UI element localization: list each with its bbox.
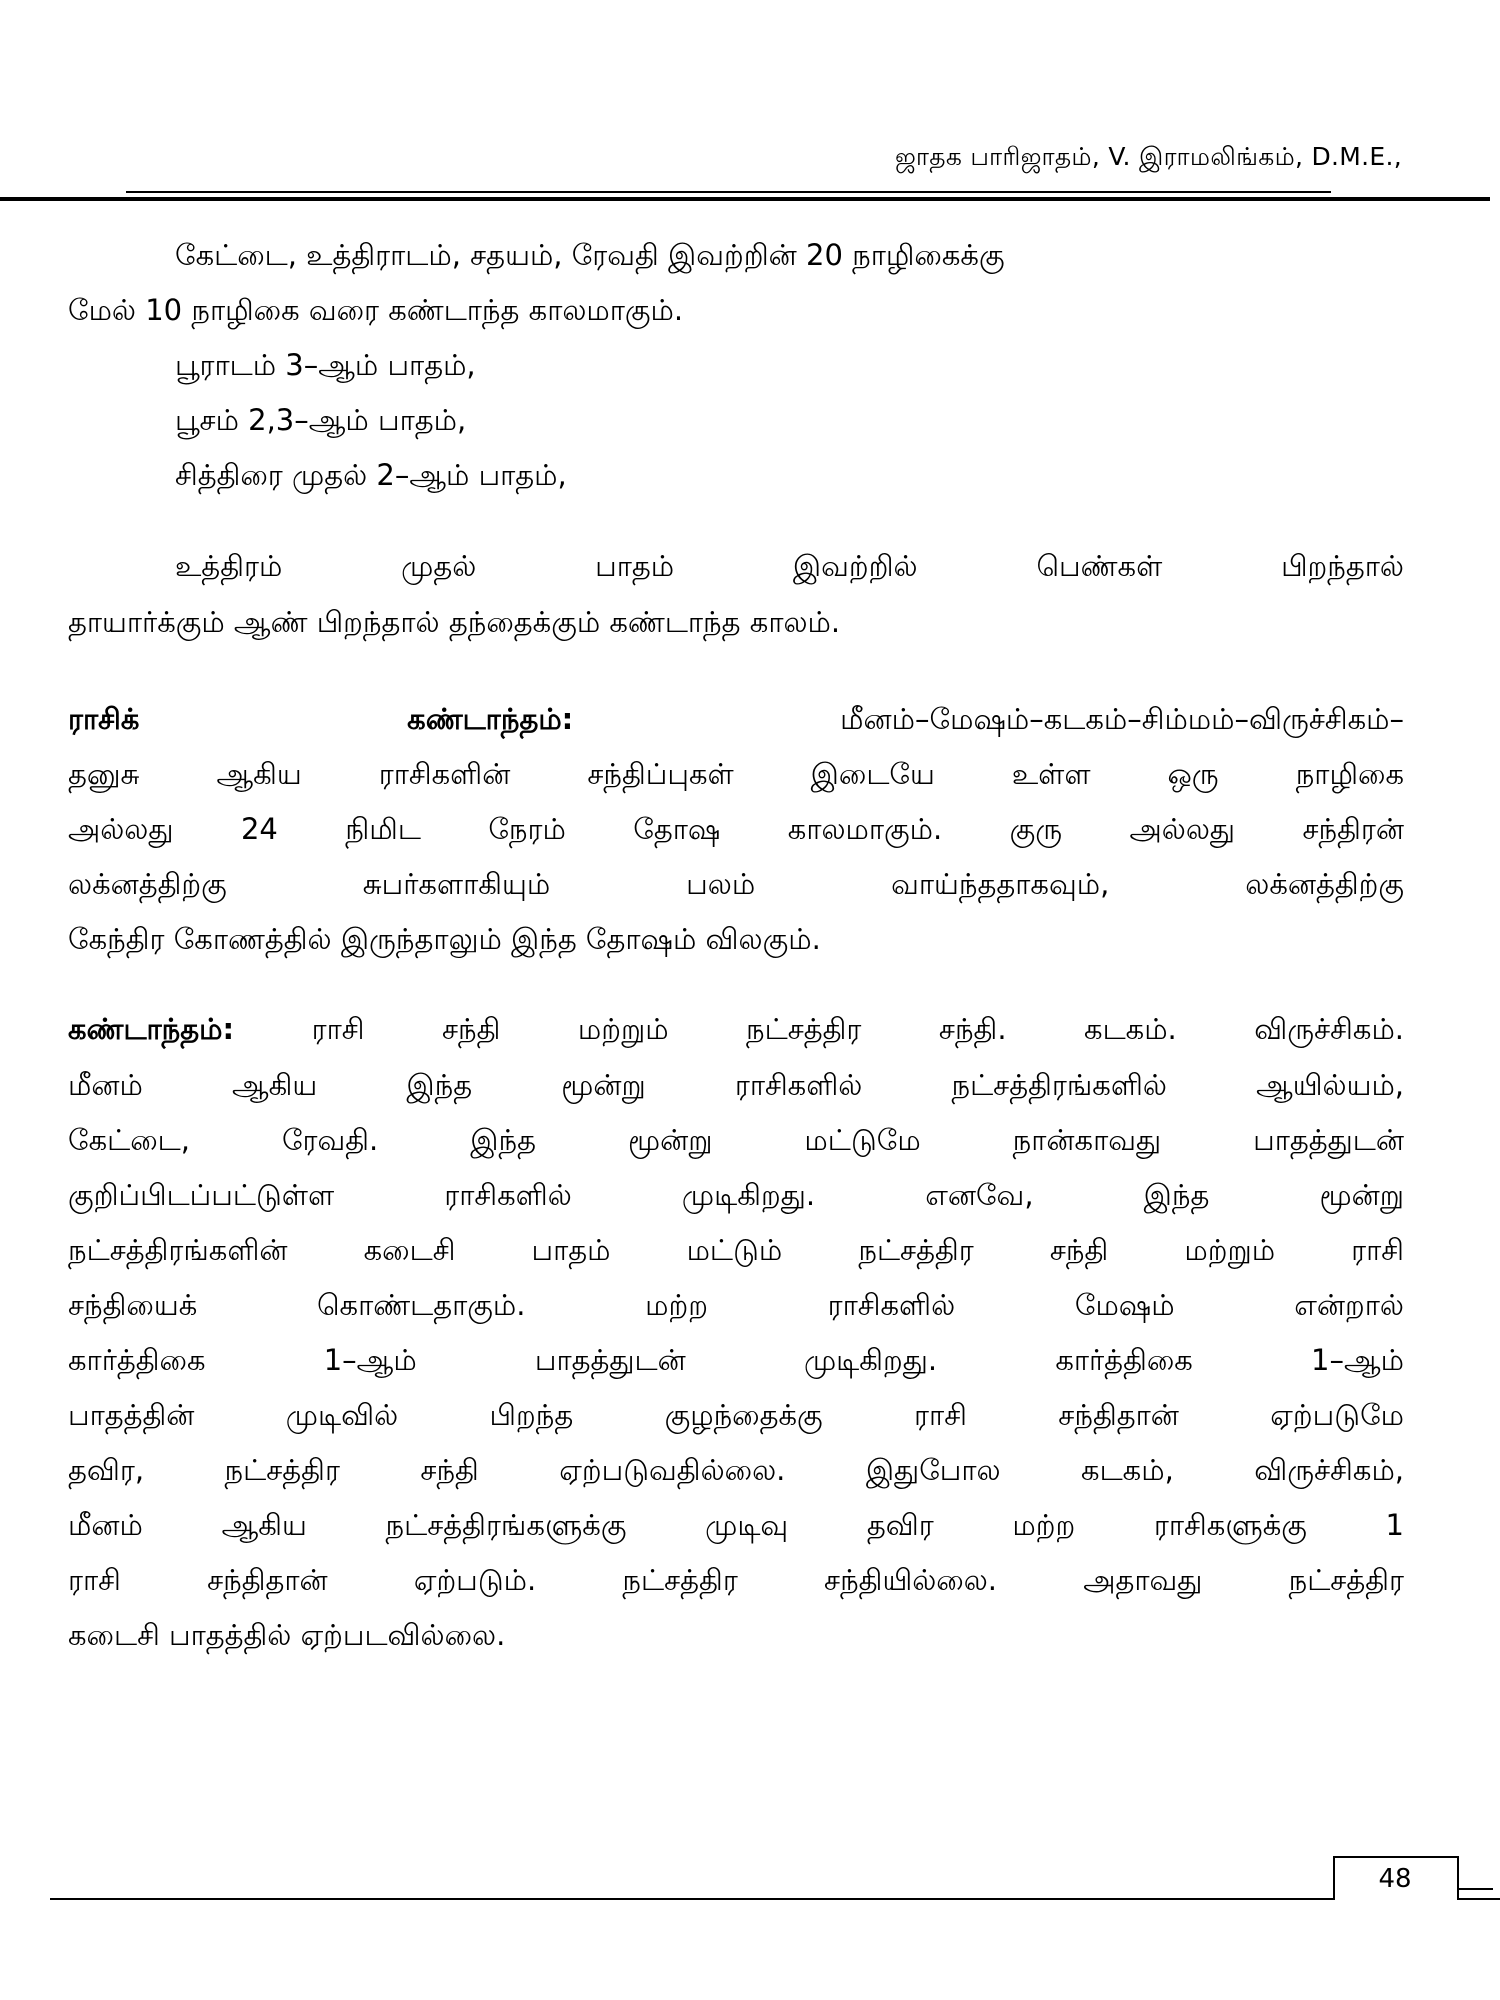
paragraph-4-line: தவிர, நட்சத்திர சந்தி ஏற்படுவதில்லை. இதுபோல கடகம், விருச்சிகம்,	[68, 1453, 1404, 1487]
page-number-box	[1333, 1856, 1459, 1900]
section-heading-rasi-kandantham: ராசிக் கண்டாந்தம்:	[68, 702, 574, 736]
paragraph-4-line: சந்தியைக் கொண்டதாகும். மற்ற ராசிகளில் மேஷம் என்றால்	[68, 1288, 1404, 1322]
paragraph-3-line-1	[68, 697, 1404, 741]
page-number: 48	[1378, 1864, 1412, 1894]
paragraph-1-line-1: கேட்டை, உத்திராடம், சதயம், ரேவதி இவற்றின் 20 நாழிகைக்கு	[175, 238, 1005, 272]
header-rule-thick	[0, 197, 1490, 201]
paragraph-3-line: அல்லது 24 நிமிட நேரம் தோஷ காலமாகும். குரு அல்லது சந்திரன்	[68, 812, 1404, 846]
paragraph-4-line-1	[68, 1007, 1404, 1051]
footer-rule-tick	[1459, 1888, 1493, 1890]
paragraph-3-line: தனுசு ஆகிய ராசிகளின் சந்திப்புகள் இடையே உள்ள ஒரு நாழிகை	[68, 757, 1404, 791]
paragraph-4-line: கடைசி பாதத்தில் ஏற்படவில்லை.	[68, 1618, 506, 1652]
list-item: பூசம் 2,3–ஆம் பாதம்,	[175, 403, 467, 437]
paragraph-2-line-1: உத்திரம் முதல் பாதம் இவற்றில் பெண்கள் பிறந்தால்	[175, 549, 1404, 583]
paragraph-2-line-2: தாயார்க்கும் ஆண் பிறந்தால் தந்தைக்கும் கண்டாந்த காலம்.	[68, 605, 841, 639]
header-rule-thin	[126, 191, 1331, 193]
paragraph-4-line: நட்சத்திரங்களின் கடைசி பாதம் மட்டும் நட்சத்திர சந்தி மற்றும் ராசி	[68, 1233, 1404, 1267]
paragraph-4-line-1-text: ராசி சந்தி மற்றும் நட்சத்திர சந்தி. கடகம். விருச்சிகம்.	[311, 1012, 1405, 1046]
list-item: பூராடம் 3–ஆம் பாதம்,	[175, 348, 476, 382]
footer-rule	[50, 1898, 1500, 1900]
paragraph-4-line: குறிப்பிடப்பட்டுள்ள ராசிகளில் முடிகிறது. எனவே, இந்த மூன்று	[68, 1178, 1404, 1212]
running-header: ஜாதக பாரிஜாதம், V. இராமலிங்கம், D.M.E.,	[895, 142, 1402, 171]
paragraph-4-line: மீனம் ஆகிய நட்சத்திரங்களுக்கு முடிவு தவிர மற்ற ராசிகளுக்கு 1	[68, 1508, 1404, 1542]
list-item: சித்திரை முதல் 2–ஆம் பாதம்,	[175, 458, 567, 492]
paragraph-3-line-1-text: மீனம்–மேஷம்–கடகம்–சிம்மம்–விருச்சிகம்–	[840, 702, 1404, 736]
section-heading-kandantham: கண்டாந்தம்:	[68, 1012, 235, 1046]
paragraph-4-line: கேட்டை, ரேவதி. இந்த மூன்று மட்டுமே நான்காவது பாதத்துடன்	[68, 1123, 1404, 1157]
paragraph-4-line: கார்த்திகை 1–ஆம் பாதத்துடன் முடிகிறது. கார்த்திகை 1–ஆம்	[68, 1343, 1404, 1377]
paragraph-1-line-2: மேல் 10 நாழிகை வரை கண்டாந்த காலமாகும்.	[68, 293, 684, 327]
paragraph-4-line: பாதத்தின் முடிவில் பிறந்த குழந்தைக்கு ராசி சந்திதான் ஏற்படுமே	[68, 1398, 1404, 1432]
paragraph-4-line: ராசி சந்திதான் ஏற்படும். நட்சத்திர சந்தியில்லை. அதாவது நட்சத்திர	[68, 1563, 1404, 1597]
paragraph-4-line: மீனம் ஆகிய இந்த மூன்று ராசிகளில் நட்சத்திரங்களில் ஆயில்யம்,	[68, 1068, 1404, 1102]
paragraph-3-line: கேந்திர கோணத்தில் இருந்தாலும் இந்த தோஷம் விலகும்.	[68, 922, 821, 956]
paragraph-3-line: லக்னத்திற்கு சுபர்களாகியும் பலம் வாய்ந்ததாகவும், லக்னத்திற்கு	[68, 867, 1404, 901]
